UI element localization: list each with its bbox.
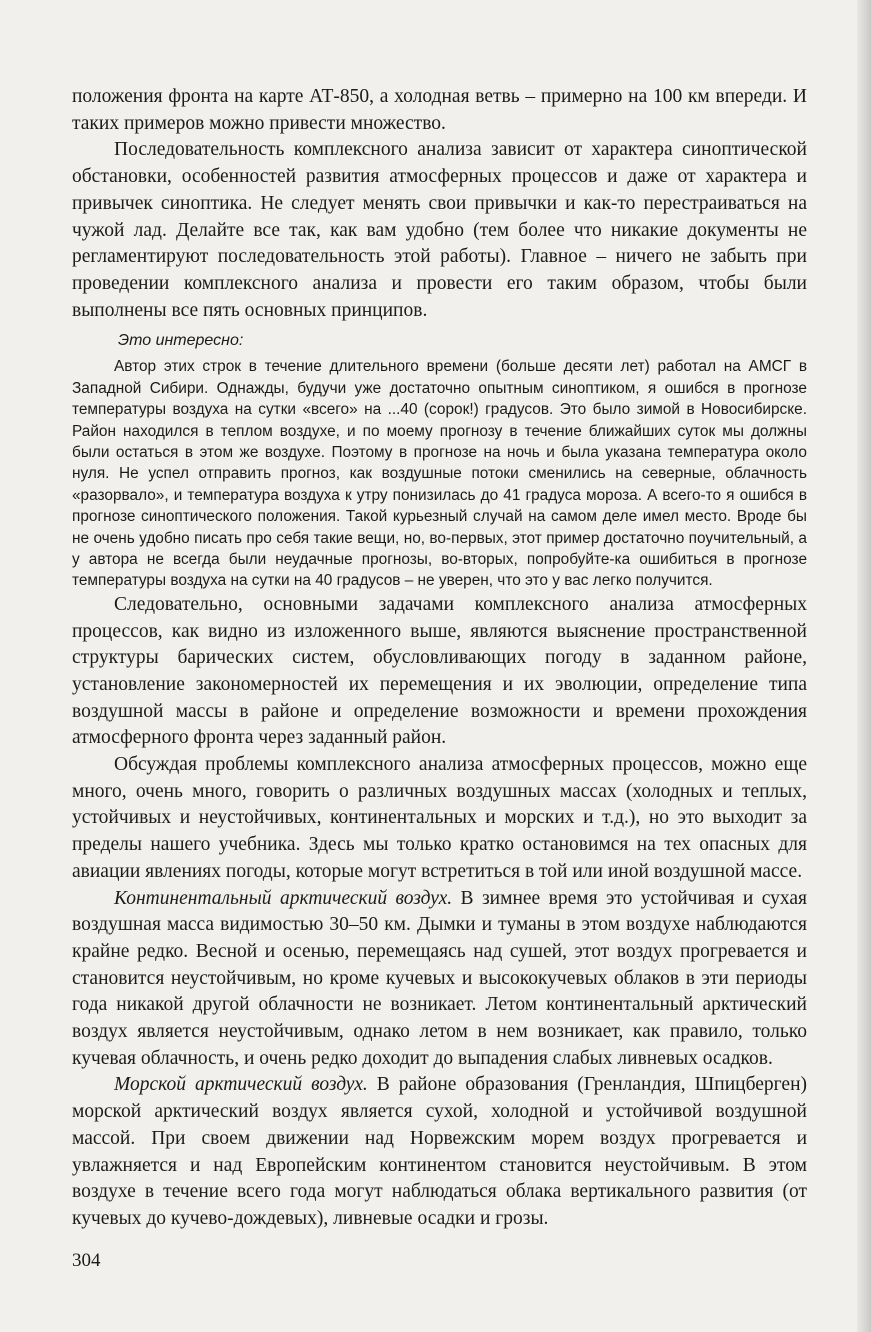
paragraph-lead: Морской арктический воздух.	[114, 1074, 368, 1096]
aside-title: Это интересно:	[118, 332, 244, 350]
paragraph: Обсуждая проблемы комплексного анализа атмосферных процессов, можно еще много, очень много, говорить о различных воздушных массах (холодных и теплых, устойчивых и неустойчивых, континентальных и морских и т.д.), но это выходит за пределы нашего учебника. Здесь мы только кратко остановимся на тех опасных для авиации явлениях погоды, которые могут встретиться в той или иной воздушной массе.	[72, 754, 807, 882]
paragraph	[72, 1072, 807, 1232]
paragraph: Следовательно, основными задачами комплексного анализа атмосферных процессов, как видно из изложенного выше, являются выяснение пространственной структуры барических систем, обусловливающих погоду в заданном районе, установление закономерностей их перемещения и их эволюции, определение типа воздушной массы в районе и определение возможности и времени прохождения атмосферного фронта через заданный район.	[72, 593, 807, 749]
page-edge-shadow	[857, 0, 871, 1332]
page-number: 304	[72, 1250, 101, 1271]
paragraph-lead: Континентальный арктический воздух.	[114, 887, 453, 909]
aside-body: Автор этих строк в течение длительного времени (больше десяти лет) работал на АМСГ в Западной Сибири. Однажды, будучи уже достаточно опытным синоптиком, я ошибся в прогнозе температуры воздуха на сутки «всего» на ...40 (сорок!) градусов. Это было зимой в Новосибирске. Район находился в теплом воздухе, и по моему прогнозу в течение ближайших суток мы должны были остаться в этом же воздухе. Поэтому в прогнозе на ночь и была указана температура около нуля. Не успел отправить прогноз, как воздушные потоки сменились на северные, облачность «разорвало», и температура воздуха к утру понизилась до 41 градуса мороза. А всего-то я ошибся в прогнозе синоптического положения. Такой курьезный случай на самом деле имел место. Вроде бы не очень удобно писать про себя такие вещи, но, во-первых, этот пример достаточно поучительный, а у автора не всегда были неудачные прогнозы, во-вторых, попробуйте-ка ошибиться в прогнозе температуры воздуха на сутки на 40 градусов – не уверен, что это у вас легко получится.	[72, 358, 807, 590]
paragraph: положения фронта на карте АТ-850, а холодная ветвь – примерно на 100 км впереди. И таких примеров можно привести множество.	[72, 86, 807, 134]
paragraph	[72, 886, 807, 1073]
paragraph-text: В районе образования (Гренландия, Шпицберген) морской арктический воздух является сухой, холодной и устойчивой воздушной массой. При своем движении над Норвежским морем воздух прогревается и увлажняется и над Европейским континентом становится неустойчивым. В этом воздухе в течение всего года могут наблюдаться облака вертикального развития (от кучевых до кучево-дождевых), ливневые осадки и грозы.	[72, 1074, 808, 1229]
paragraph-text: В зимнее время это устойчивая и сухая воздушная масса видимостью 30–50 км. Дымки и туманы в этом воздухе наблюдаются крайне редко. Весной и осенью, перемещаясь над сушей, этот воздух прогревается и становится неустойчивым, но кроме кучевых и высококучевых облаков в эти периоды года никакой другой облачности не возникает. Летом континентальный арктический воздух является неустойчивым, однако летом в нем возникает, как правило, только кучевая облачность, и очень редко доходит до выпадения слабых ливневых осадков.	[72, 887, 807, 1069]
paragraph: Последовательность комплексного анализа зависит от характера синоптической обстановки, особенностей развития атмосферных процессов и даже от характера и привычек синоптика. Не следует менять свои привычки и как-то перестраиваться на чужой лад. Делайте все так, как вам удобно (тем более что никакие документы не регламентируют последовательность этой работы). Главное – ничего не забыть при проведении комплексного анализа и провести его таким образом, чтобы были выполнены все пять основных принципов.	[72, 139, 807, 321]
aside-box	[72, 330, 807, 591]
page-body	[72, 84, 807, 1233]
